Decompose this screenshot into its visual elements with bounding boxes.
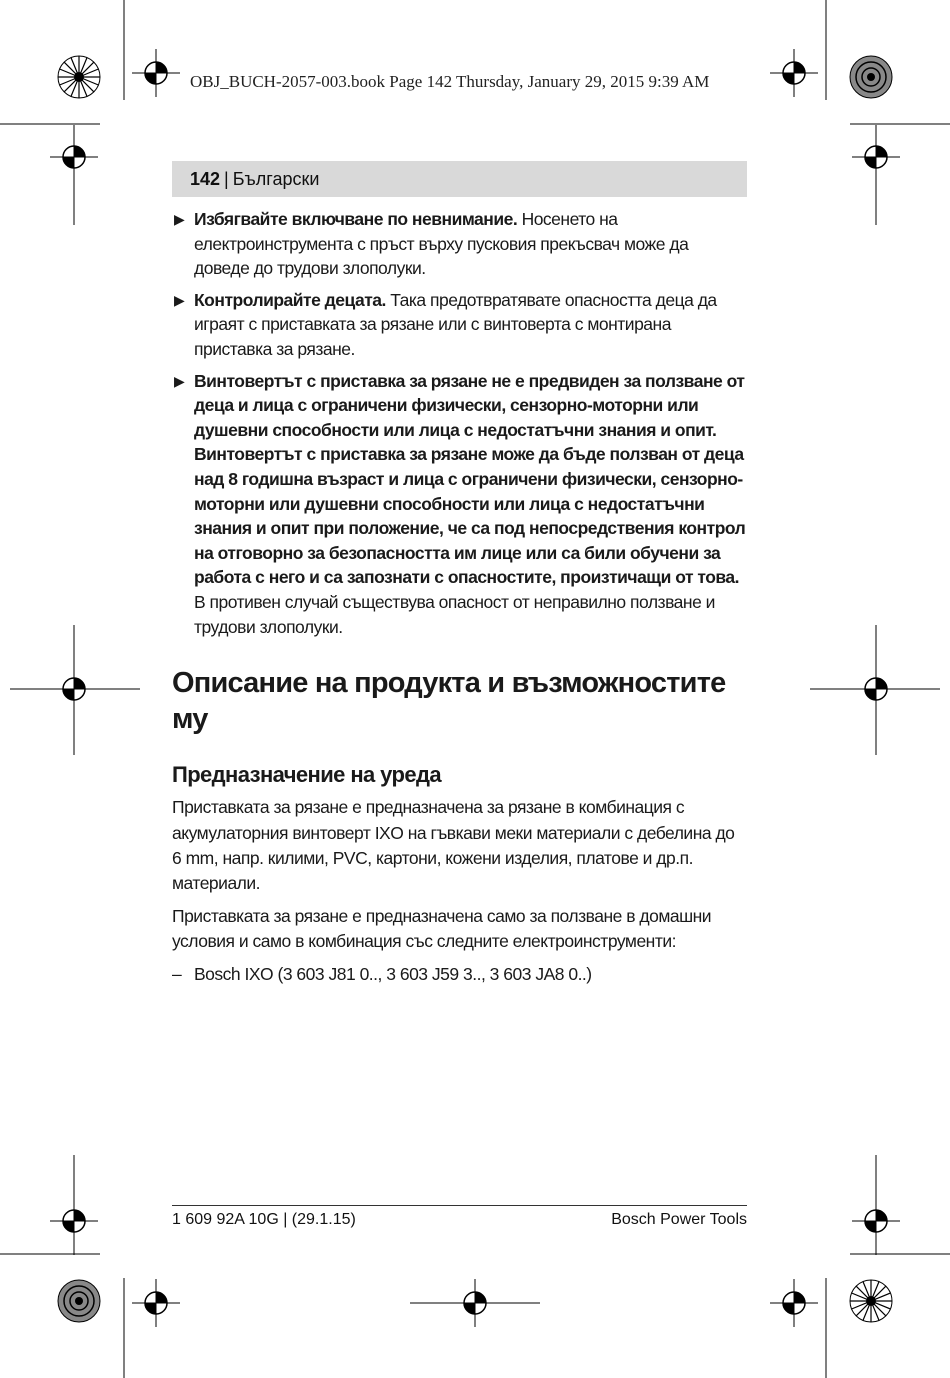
safety-bullet: [172, 288, 747, 362]
bullet-text: Носенето на електроинструмента с пръст върху пусковия прекъсвач може да доведе до трудови злополуки.: [194, 209, 689, 279]
page-content: [172, 207, 747, 987]
safety-bullet: [172, 369, 747, 640]
bullet-bold-text: Винтовертът с приставка за рязане не е предвиден за ползване от деца и лица с ограничени физически, сензорно-моторни или душевни способности или лица с недостатъчни знания и опит. Винтовертът с приставка за рязане може да бъде ползван от деца над 8 годишна възраст и лица с ограничени физически, сензорно-моторни или душевни способности или лица с недостатъчни знания и опит при положение, че са под непосредствения контрол на отговорно за безопасността им лице или са били обучени за работа с него и са запознати с опасностите, произтичащи от това.: [194, 370, 746, 588]
bullet-text: В противен случай съществува опасност от неправилно ползване и трудови злополуки.: [194, 591, 715, 637]
bullet-bold-text: Контролирайте децата.: [194, 289, 386, 310]
page-header-bar: [172, 161, 747, 197]
list-item: [172, 962, 747, 987]
subsection-title: Предназначение на уреда: [172, 762, 441, 788]
section-title: Описание на продукта и възможностите му: [172, 667, 726, 736]
page-footer: [172, 1205, 747, 1229]
footer-document-code: 1 609 92A 10G | (29.1.15): [172, 1211, 356, 1228]
footer-brand: Bosch Power Tools: [611, 1211, 747, 1228]
safety-bullet: [172, 207, 747, 281]
paragraph: Приставката за рязане е предназначена само за ползване в домашни условия и само в комбинация със следните електроинструменти:: [172, 905, 712, 952]
triangle-bullet-icon: ▶: [174, 291, 185, 308]
bullet-text: Така предотвратявате опасността деца да играят с приставката за рязане или с винтоверта с монтирана приставка за рязане.: [194, 289, 717, 359]
page-number: 142: [190, 168, 221, 189]
page-header-separator: |: [224, 168, 229, 189]
print-job-header: OBJ_BUCH-2057-003.book Page 142 Thursday, January 29, 2015 9:39 AM: [190, 72, 710, 91]
paragraph: Приставката за рязане е предназначена за рязане в комбинация с акумулаторния винтоверт IXO на гъвкави меки материали с дебелина до 6 mm, напр. килими, PVC, картони, кожени изделия, платове и др.п. материали.: [172, 797, 735, 894]
list-item-text: Bosch IXO (3 603 J81 0.., 3 603 J59 3.., 3 603 JA8 0..): [194, 963, 592, 984]
page-language: Български: [232, 168, 320, 189]
triangle-bullet-icon: ▶: [174, 372, 185, 389]
bullet-bold-text: Избягвайте включване по невнимание.: [194, 209, 518, 229]
triangle-bullet-icon: ▶: [174, 211, 185, 227]
dash-bullet-icon: –: [172, 963, 182, 984]
